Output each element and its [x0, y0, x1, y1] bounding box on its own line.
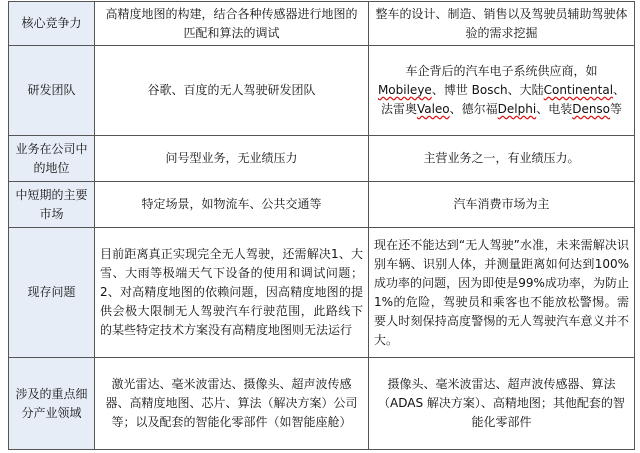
supplier-text: 、法雷奥: [380, 83, 626, 116]
supplier-text: 、德尔福: [449, 102, 498, 116]
cell-autonomous-core-competence: 高精度地图的构建，结合各种传感器进行地图的匹配和算法的调试: [95, 2, 369, 46]
table-row: [9, 182, 635, 228]
supplier-text: 车企背后的汽车电子系统供应商，如: [405, 64, 598, 78]
row-label-current-issues: 现存问题: [9, 228, 95, 358]
cell-autonomous-main-market: 特定场景，如物流车、公共交通等: [95, 182, 369, 228]
row-label-main-market: 中短期的主要市场: [9, 182, 95, 228]
cell-assisted-current-issues: 现在还不能达到“无人驾驶”水准，未来需解决识别车辆、识别人体，并测量距离如何达到100%成功率的问题，因为即使是99%成功率，为防止 1%的危险，驾驶员和乘客也不能放松警惕。需要人时刻保持高度警惕的无人驾驶汽车意义并不大。: [369, 228, 635, 358]
cell-assisted-rd-team: [369, 46, 635, 136]
table-row: [9, 136, 635, 182]
supplier-text: 、博世 Bosch、大陆: [431, 83, 544, 97]
cell-assisted-business-status: 主营业务之一，有业绩压力。: [369, 136, 635, 182]
supplier-text: 等: [610, 102, 623, 116]
cell-assisted-key-sectors: 摄像头、毫米波雷达、超声波传感器、算法（ADAS 解决方案）、高精地图；其他配套的智能化零部件: [369, 358, 635, 450]
supplier-text: 、电装: [536, 102, 573, 116]
supplier-continental: Continental: [543, 83, 614, 97]
supplier-mobileye: Mobileye: [377, 83, 432, 97]
table-row: [9, 2, 635, 46]
row-label-core-competence: 核心竞争力: [9, 2, 95, 46]
row-label-rd-team: 研发团队: [9, 46, 95, 136]
supplier-delphi: Delphi: [497, 102, 537, 116]
row-label-business-status: 业务在公司中的地位: [9, 136, 95, 182]
cell-assisted-core-competence: 整车的设计、制造、销售以及驾驶员辅助驾驶体验的需求挖掘: [369, 2, 635, 46]
supplier-denso: Denso: [572, 102, 611, 116]
cell-autonomous-rd-team: 谷歌、百度的无人驾驶研发团队: [95, 46, 369, 136]
cell-autonomous-current-issues: 目前距离真正实现完全无人驾驶，还需解决1、大雪、大雨等极端天气下设备的使用和调试问题；2、对高精度地图的依赖问题，因高精度地图的提供会极大限制无人驾驶汽车行驶范围，此路线下的某些特定技术方案没有高精度地图则无法运行: [95, 228, 369, 358]
comparison-table: [8, 1, 635, 450]
cell-autonomous-business-status: 问号型业务，无业绩压力: [95, 136, 369, 182]
table-row: [9, 358, 635, 450]
table-row: [9, 228, 635, 358]
supplier-valeo: Valeo: [416, 102, 450, 116]
table-row: [9, 46, 635, 136]
row-label-key-sectors: 涉及的重点细分产业领域: [9, 358, 95, 450]
cell-assisted-main-market: 汽车消费市场为主: [369, 182, 635, 228]
cell-autonomous-key-sectors: 激光雷达、毫米波雷达、摄像头、超声波传感器、高精度地图、芯片、算法（解决方案）公司等；以及配套的智能化零部件（如智能座舱）: [95, 358, 369, 450]
